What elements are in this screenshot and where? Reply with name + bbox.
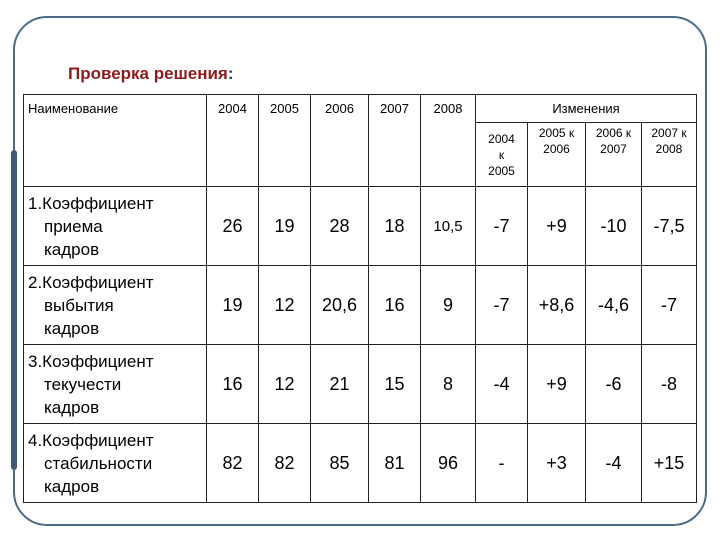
table-cell: 8	[421, 345, 476, 424]
table-cell: 12	[259, 345, 311, 424]
change-header	[642, 123, 697, 187]
change-header	[586, 123, 642, 187]
change-line: 2007	[600, 142, 627, 156]
year-header: 2006	[311, 95, 369, 187]
row-name-line: стабильности	[44, 453, 153, 473]
row-name	[24, 345, 207, 424]
table-cell: -7	[476, 187, 528, 266]
table-cell: -10	[586, 187, 642, 266]
table-cell: -6	[586, 345, 642, 424]
change-line: 2006	[543, 142, 570, 156]
table-cell: 19	[259, 187, 311, 266]
table-cell: 16	[369, 266, 421, 345]
row-name-line: кадров	[44, 239, 100, 259]
title-text: Проверка решения	[68, 64, 228, 83]
change-line: 2006 к	[595, 126, 632, 140]
table-cell: +15	[642, 424, 697, 503]
table-cell: 18	[369, 187, 421, 266]
year-header: 2004	[207, 95, 259, 187]
table-cell: 9	[421, 266, 476, 345]
name-header: Наименование	[24, 95, 207, 187]
table-cell: +9	[528, 345, 586, 424]
row-name-line: кадров	[44, 397, 100, 417]
table-cell: -8	[642, 345, 697, 424]
row-name-line: 4.Коэффициент	[28, 430, 154, 450]
row-name-line: 1.Коэффициент	[28, 193, 154, 213]
changes-header: Изменения	[476, 95, 697, 123]
table-cell: 26	[207, 187, 259, 266]
change-line: 2005 к	[538, 126, 575, 140]
row-name-line: выбытия	[44, 295, 114, 315]
table-cell: 81	[369, 424, 421, 503]
table-cell: -	[476, 424, 528, 503]
title-colon: :	[227, 64, 234, 83]
row-name	[24, 424, 207, 503]
table-cell: 82	[259, 424, 311, 503]
change-line: 2008	[655, 142, 683, 156]
table-cell: 19	[207, 266, 259, 345]
table-cell: +8,6	[528, 266, 586, 345]
change-line: к	[498, 147, 505, 162]
row-name-line: приема	[44, 216, 103, 236]
table-cell: -4	[586, 424, 642, 503]
table-cell: 96	[421, 424, 476, 503]
row-name-line: кадров	[44, 476, 100, 496]
change-line: 2005	[488, 163, 515, 178]
year-header: 2007	[369, 95, 421, 187]
row-name	[24, 187, 207, 266]
table-cell: +3	[528, 424, 586, 503]
table-row	[24, 187, 697, 266]
table-cell: 82	[207, 424, 259, 503]
table-cell: 85	[311, 424, 369, 503]
row-name-line: 3.Коэффициент	[28, 351, 154, 371]
change-header	[528, 123, 586, 187]
table-cell: 10,5	[421, 187, 476, 266]
row-name-line: кадров	[44, 318, 100, 338]
table-cell: +9	[528, 187, 586, 266]
change-line: 2007 к	[651, 126, 687, 140]
table-cell: -7	[476, 266, 528, 345]
table-cell: 16	[207, 345, 259, 424]
frame-accent	[11, 150, 17, 470]
results-table	[23, 94, 697, 503]
year-header: 2008	[421, 95, 476, 187]
table-cell: -4	[476, 345, 528, 424]
table-row	[24, 345, 697, 424]
table-cell: 15	[369, 345, 421, 424]
table-cell: 20,6	[311, 266, 369, 345]
table-cell: -4,6	[586, 266, 642, 345]
table-row	[24, 424, 697, 503]
year-header: 2005	[259, 95, 311, 187]
table-cell: 21	[311, 345, 369, 424]
table-row	[24, 266, 697, 345]
slide-title	[68, 64, 234, 84]
row-name-line: 2.Коэффициент	[28, 272, 154, 292]
table-cell: -7	[642, 266, 697, 345]
header-row	[24, 95, 697, 123]
row-name-line: текучести	[44, 374, 122, 394]
change-header	[476, 123, 528, 187]
table-cell: 12	[259, 266, 311, 345]
table-cell: 28	[311, 187, 369, 266]
table-cell: -7,5	[642, 187, 697, 266]
change-line: 2004	[488, 131, 515, 146]
row-name	[24, 266, 207, 345]
